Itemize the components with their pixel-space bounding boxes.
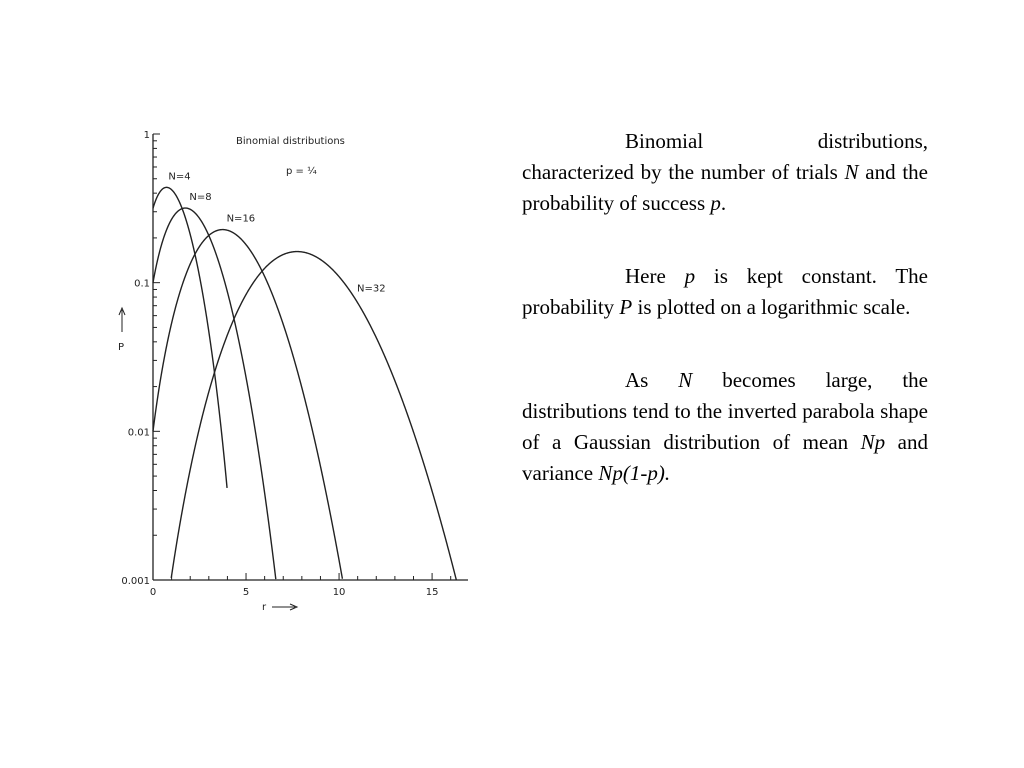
series-label: N=4 [168, 171, 191, 183]
description-panel [522, 126, 928, 531]
series-label: N=8 [189, 192, 212, 204]
x-tick-label: 10 [332, 587, 346, 598]
y-tick-label: 0.001 [121, 576, 150, 587]
chart-subtitle: p = ¼ [286, 166, 317, 177]
x-tick-label: 15 [425, 587, 439, 598]
y-tick-label: 1 [143, 130, 150, 141]
y-axis-label: P [118, 342, 125, 353]
chart-curves [153, 187, 456, 579]
x-tick-label: 5 [242, 587, 250, 598]
x-axis-label: r [262, 602, 267, 613]
description-paragraph-3: As N becomes large, the distributions tend to the inverted parabola shape of a Gaussian distribution of mean Np and variance Np(1-p). [522, 368, 928, 485]
series-label: N=16 [226, 213, 256, 225]
series-line-n16 [153, 230, 342, 579]
series-label: N=32 [357, 283, 386, 295]
series-line-n32 [171, 252, 456, 580]
series-line-n4 [153, 187, 227, 488]
description-paragraph-2: Here p is kept constant. The probability P is plotted on a logarithmic scale. [522, 264, 928, 319]
description-paragraph-1: Binomial distributions, characterized by the number of trials N and the probability of success p. [522, 129, 928, 215]
binomial-chart [110, 120, 490, 630]
x-tick-label: 0 [149, 587, 157, 598]
y-tick-label: 0.01 [127, 427, 150, 439]
chart-title: Binomial distributions [236, 136, 345, 147]
chart-series-labels [168, 171, 385, 294]
chart-axes [119, 130, 468, 610]
y-tick-label: 0.1 [134, 278, 150, 290]
chart-canvas [110, 120, 490, 630]
series-line-n8 [153, 208, 276, 579]
